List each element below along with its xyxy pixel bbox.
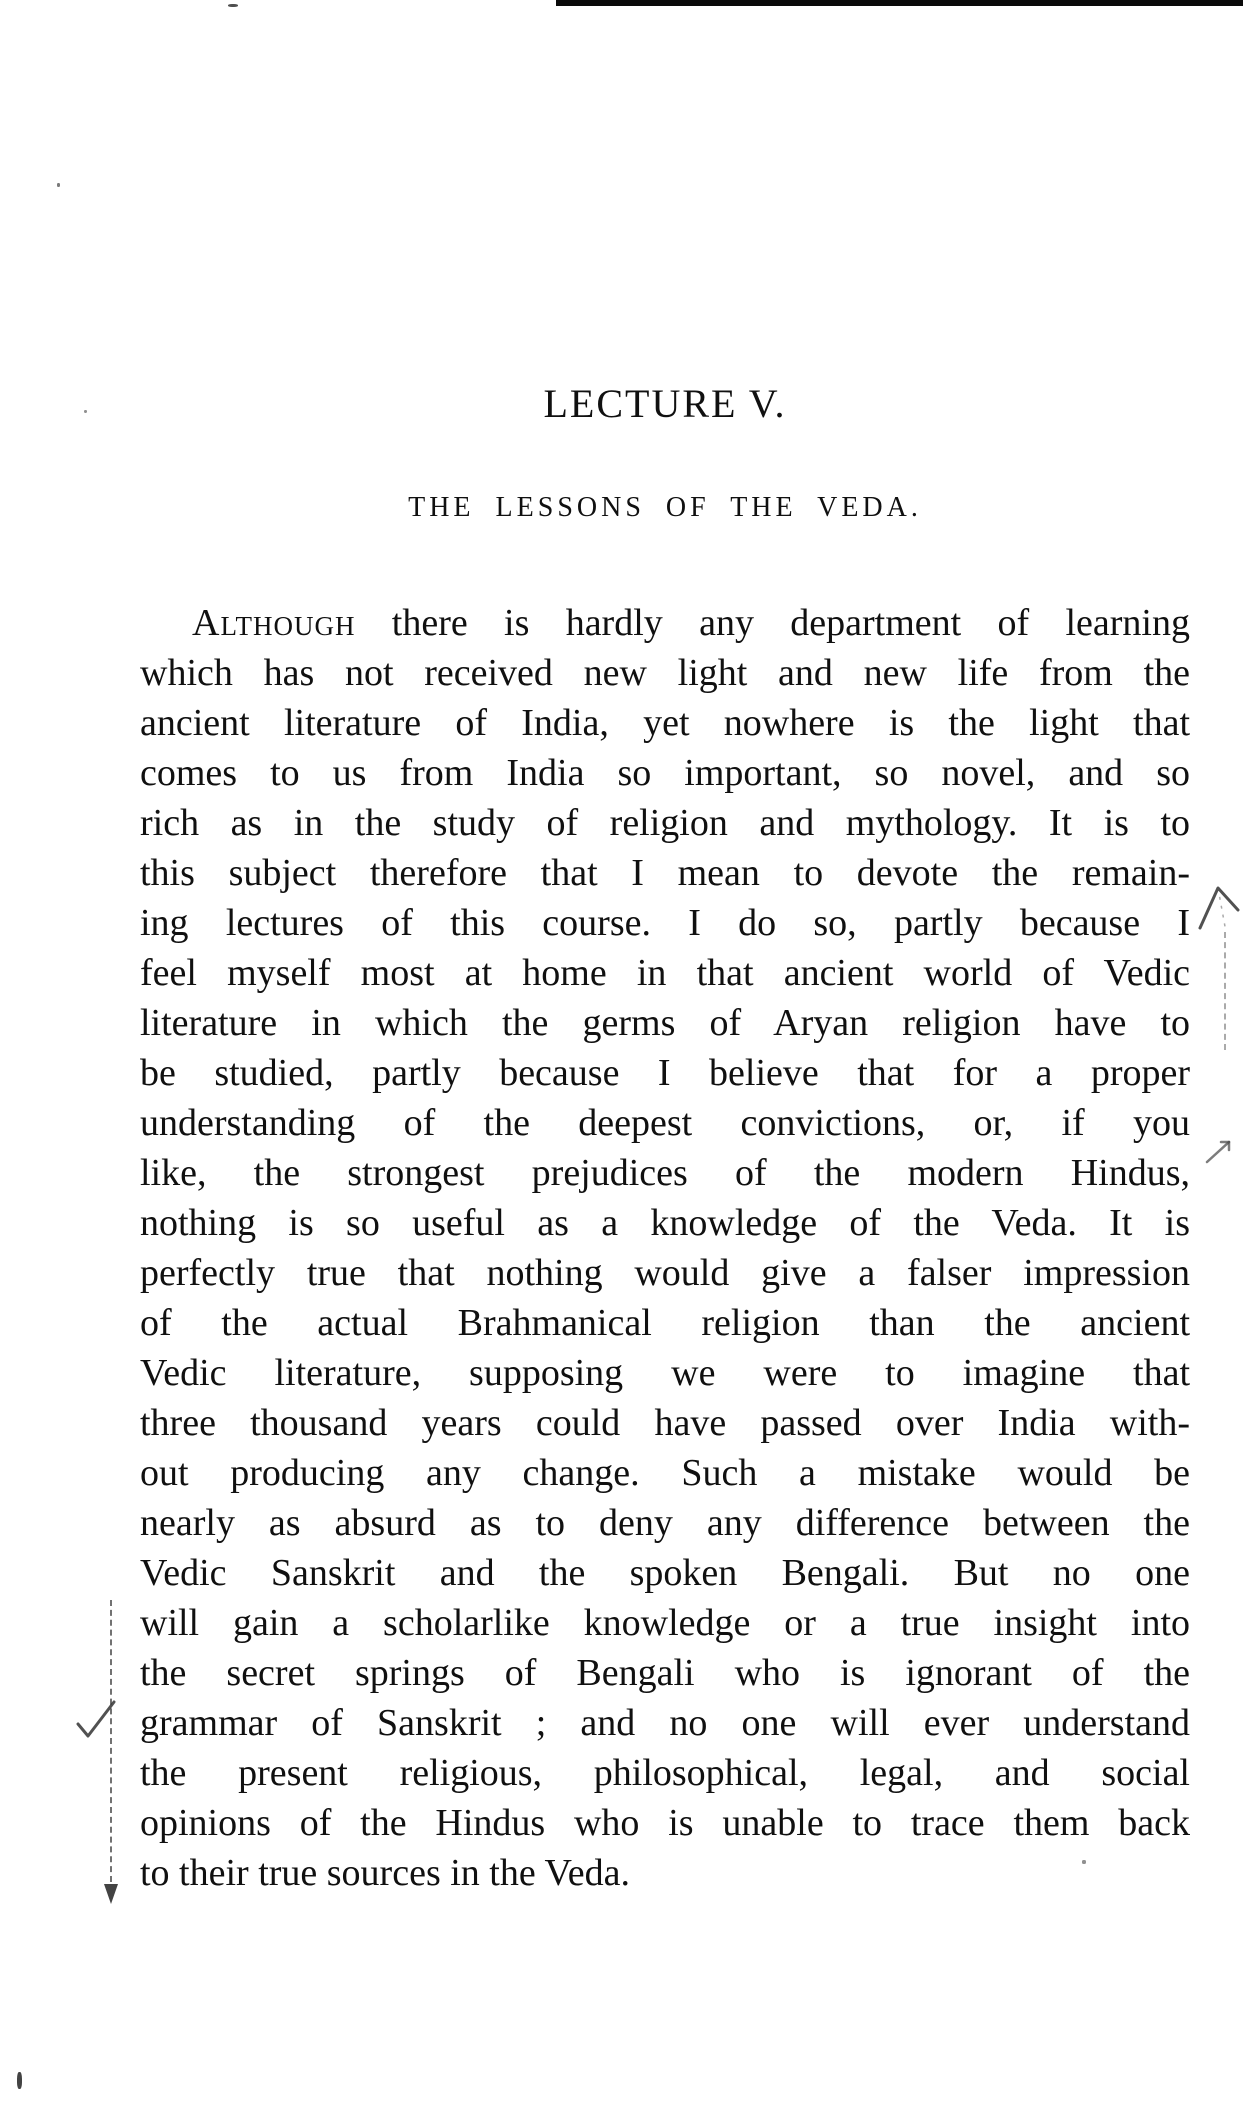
text-line xyxy=(140,598,1190,648)
text-line: nearly as absurd as to deny any difference between the xyxy=(140,1502,1190,1544)
text-line: the present religious, philosophical, legal, and social xyxy=(140,1752,1190,1794)
pencil-dotted-line-icon xyxy=(1224,932,1226,1050)
paragraph-lead-word: Although xyxy=(192,602,356,644)
text-line: Vedic Sanskrit and the spoken Bengali. But no one xyxy=(140,1552,1190,1594)
text-line-rest: there is hardly any department of learning xyxy=(355,602,1190,644)
ink-speck xyxy=(57,183,60,187)
page-subtitle: THE LESSONS OF THE VEDA. xyxy=(408,492,922,523)
pencil-checkmark-icon xyxy=(74,1698,118,1742)
text-line: nothing is so useful as a knowledge of the Veda. It is xyxy=(140,1202,1190,1244)
pencil-tick-icon xyxy=(1205,1136,1239,1166)
ink-speck xyxy=(17,2072,22,2089)
ink-speck xyxy=(84,410,87,413)
text-line: this subject therefore that I mean to devote the remain- xyxy=(140,852,1190,894)
text-line: to their true sources in the Veda. xyxy=(140,1852,630,1894)
ink-speck xyxy=(228,4,238,7)
scan-edge-artifact xyxy=(556,0,1243,6)
text-line: perfectly true that nothing would give a falser impression xyxy=(140,1252,1190,1294)
pencil-down-arrowhead-icon xyxy=(100,1872,124,1904)
text-line: literature in which the germs of Aryan religion have to xyxy=(140,1002,1190,1044)
text-line: comes to us from India so important, so novel, and so xyxy=(140,752,1190,794)
text-line: which has not received new light and new life from the xyxy=(140,652,1190,694)
text-line: feel myself most at home in that ancient world of Vedic xyxy=(140,952,1190,994)
text-line: of the actual Brahmanical religion than the ancient xyxy=(140,1302,1190,1344)
page-title: LECTURE V. xyxy=(543,381,787,426)
text-line: the secret springs of Bengali who is ignorant of the xyxy=(140,1652,1190,1694)
text-line: Vedic literature, supposing we were to imagine that xyxy=(140,1352,1190,1394)
text-line: be studied, partly because I believe that for a proper xyxy=(140,1052,1190,1094)
pencil-up-arrow-icon xyxy=(1196,880,1242,936)
text-line: understanding of the deepest convictions, or, if you xyxy=(140,1102,1190,1144)
text-line: like, the strongest prejudices of the modern Hindus, xyxy=(140,1152,1190,1194)
text-line: will gain a scholarlike knowledge or a true insight into xyxy=(140,1602,1190,1644)
text-line: out producing any change. Such a mistake would be xyxy=(140,1452,1190,1494)
text-line: rich as in the study of religion and mythology. It is to xyxy=(140,802,1190,844)
text-line: opinions of the Hindus who is unable to trace them back xyxy=(140,1802,1190,1844)
body-paragraph xyxy=(140,598,1190,1898)
text-line: ancient literature of India, yet nowhere is the light that xyxy=(140,702,1190,744)
text-line: grammar of Sanskrit ; and no one will ever understand xyxy=(140,1702,1190,1744)
text-line: three thousand years could have passed over India with- xyxy=(140,1402,1190,1444)
text-line: ing lectures of this course. I do so, partly because I xyxy=(140,902,1190,944)
